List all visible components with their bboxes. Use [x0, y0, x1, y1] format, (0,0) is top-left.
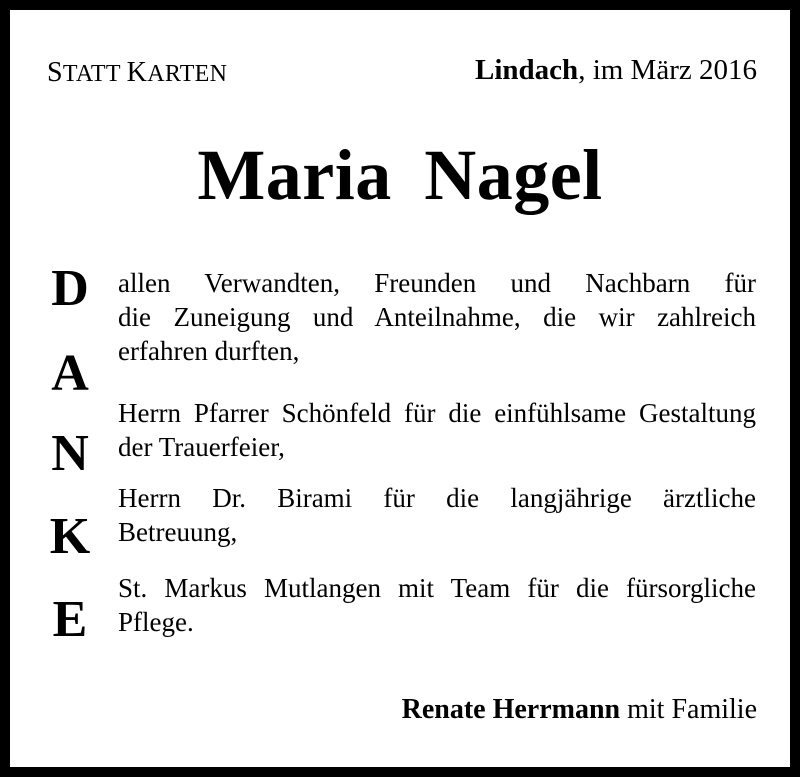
signature-suffix: mit Familie — [620, 694, 757, 725]
paragraph-line: die Zuneigung und Anteilnahme, die wir zahlreich — [118, 302, 756, 332]
thanks-paragraph-pastor — [118, 396, 756, 464]
danke-letter-n: N — [51, 425, 89, 482]
cap-letter: S — [47, 57, 63, 88]
paragraph-line: allen Verwandten, Freunden und Nachbarn für — [118, 268, 756, 298]
smallcaps-text: ARTEN — [147, 61, 228, 87]
danke-letter-e: E — [52, 591, 88, 648]
deceased-name-title: Maria Nagel — [197, 135, 603, 215]
danke-letter-a: A — [51, 345, 89, 402]
paragraph-line: Herrn Pfarrer Schönfeld für die einfühlsame Gestaltung — [118, 398, 756, 428]
cap-letter: K — [126, 57, 148, 88]
danke-letter-d: D — [51, 260, 89, 317]
paragraph-line: St. Markus Mutlangen mit Team für die fürsorgliche — [118, 573, 756, 603]
paragraph-line: Pflege. — [118, 607, 194, 637]
signature-name: Renate Herrmann — [401, 694, 621, 725]
thanks-paragraph-doctor — [118, 481, 756, 549]
thanks-paragraph-care-team — [118, 571, 756, 639]
header-place-date — [475, 54, 757, 87]
paragraph-line: der Trauerfeier, — [118, 432, 285, 462]
paragraph-line: erfahren durften, — [118, 336, 300, 366]
paragraph-line: Herrn Dr. Birami für die langjährige ärztliche — [118, 483, 756, 513]
header-statt-karten — [47, 57, 227, 89]
danke-letter-k: K — [49, 508, 91, 565]
smallcaps-text: TATT — [62, 61, 127, 87]
paragraph-line: Betreuung, — [118, 517, 238, 547]
date-text: , im März 2016 — [578, 54, 757, 86]
thanks-paragraph-relatives — [118, 266, 756, 368]
signature — [402, 694, 757, 726]
place-name: Lindach — [475, 54, 579, 86]
